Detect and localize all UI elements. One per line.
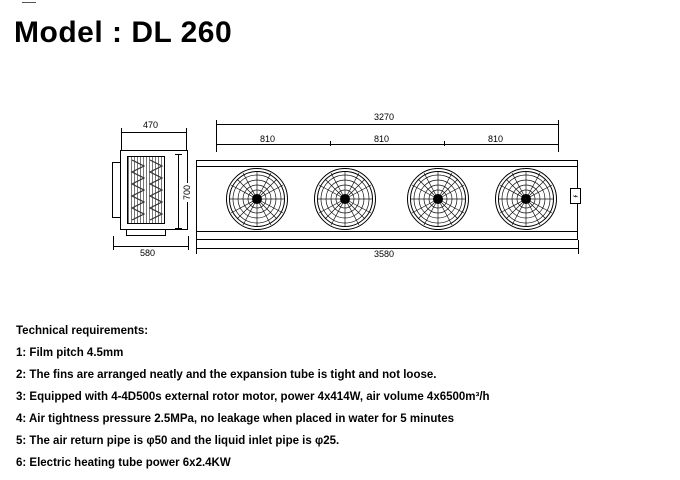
- page-title: Model : DL 260: [14, 16, 233, 49]
- fan-unit-1: [226, 168, 288, 230]
- dim-tick-700-top: [175, 154, 182, 155]
- dim-label-810-1: 810: [260, 134, 276, 144]
- dim-tick-470-right: [186, 129, 187, 134]
- dim-line-810-1: [216, 144, 330, 145]
- tech-line-1: 1: Film pitch 4.5mm: [16, 347, 124, 359]
- fan-hub-icon: [252, 194, 262, 204]
- dim-label-3580: 3580: [374, 249, 395, 259]
- dim-tick-3580-right: [578, 245, 579, 250]
- dim-label-3270: 3270: [374, 112, 395, 122]
- fan-unit-4: [495, 168, 557, 230]
- coil-zigzag-icon: [128, 157, 165, 224]
- tech-line-6: 6: Electric heating tube power 6x2.4KW: [16, 457, 231, 469]
- fan-unit-3: [407, 168, 469, 230]
- side-view-coil: [127, 156, 165, 224]
- fan-hub-icon: [340, 194, 350, 204]
- fan-hub-icon: [521, 194, 531, 204]
- dim-tick-580-right: [188, 243, 189, 248]
- dim-line-470: [121, 132, 187, 133]
- technical-drawing: [0, 110, 680, 290]
- dim-label-700: 700: [182, 184, 192, 200]
- dim-line-810-3: [444, 144, 558, 145]
- dim-label-810-2: 810: [374, 134, 390, 144]
- dim-tick-3270-left: [216, 121, 217, 126]
- technical-requirements: [16, 320, 664, 474]
- fan-unit-2: [314, 168, 376, 230]
- dim-line-580: [113, 246, 189, 247]
- tech-line-3: 3: Equipped with 4-4D500s external rotor motor, power 4x414W, air volume 4x6500m³/h: [16, 391, 490, 403]
- dim-tick-3580-left: [196, 245, 197, 250]
- tech-line-4: 4: Air tightness pressure 2.5MPa, no leakage when placed in water for 5 minutes: [16, 413, 454, 425]
- dim-label-580: 580: [140, 248, 156, 258]
- dim-line-810-2: [330, 144, 444, 145]
- tech-line-2: 2: The fins are arranged neatly and the expansion tube is tight and not loose.: [16, 369, 437, 381]
- front-view-base: [196, 232, 578, 240]
- fan-hub-icon: [433, 194, 443, 204]
- tech-line-5: 5: The air return pipe is φ50 and the liquid inlet pipe is φ25.: [16, 435, 340, 447]
- dim-line-700: [178, 154, 179, 228]
- dim-tick-470-left: [121, 129, 122, 134]
- dim-line-3270: [216, 124, 559, 125]
- dim-label-470: 470: [143, 120, 159, 130]
- dim-tick-810-1a: [216, 141, 217, 146]
- electrical-box: ⌁: [570, 188, 581, 204]
- side-view-base: [126, 230, 166, 236]
- tech-heading: Technical requirements:: [16, 325, 149, 337]
- dim-tick-3270-right: [558, 121, 559, 126]
- stray-mark: [22, 2, 36, 7]
- dim-tick-580-left: [113, 243, 114, 248]
- front-view-top-rail: [196, 166, 578, 167]
- dim-label-810-3: 810: [488, 134, 504, 144]
- dim-tick-700-bottom: [175, 228, 182, 229]
